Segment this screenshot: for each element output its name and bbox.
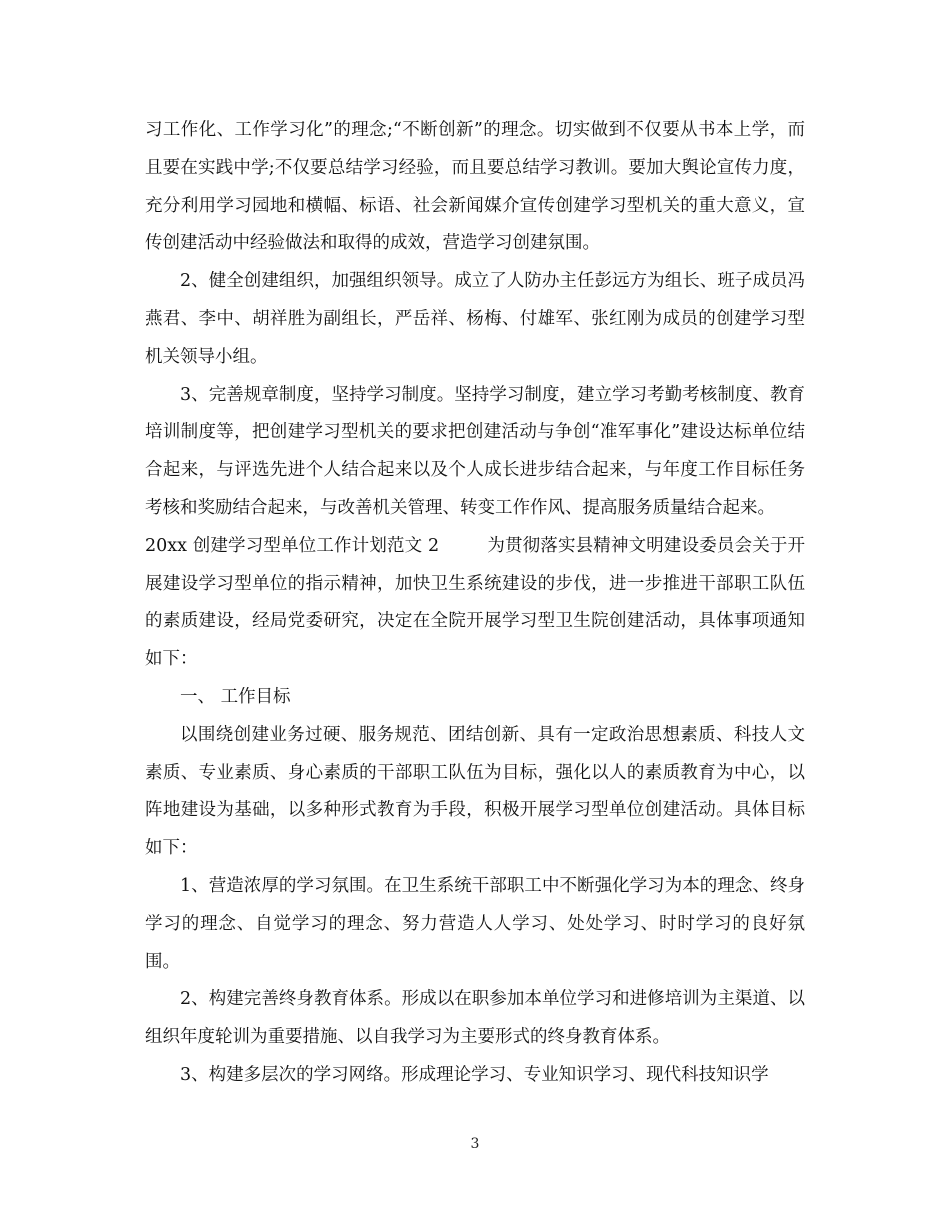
paragraph-continuation: 习工作化、工作学习化”的理念;“不断创新”的理念。切实做到不仅要从书本上学，而且要在实践中学;不仅要总结学习经验，而且要总结学习教训。要加大舆论宣传力度，充分利用学习园地和横幅、标语、社会新闻媒介宣传创建学习型机关的重大意义，宣传创建活动中经验做法和取得的成效，营造学习创建氛围。 [145,120,805,254]
paragraph-goal-1: 1、营造浓厚的学习氛围。在卫生系统干部职工中不断强化学习为本的理念、终身学习的理念、自觉学习的理念、努力营造人人学习、处处学习、时时学习的良好氛围。 [145,875,805,972]
paragraph-goals-intro: 以围绕创建业务过硬、服务规范、团结创新、具有一定政治思想素质、科技人文素质、专业素质、身心素质的干部职工队伍为目标，强化以人的素质教育为中心，以阵地建设为基础，以多种形式教育为手段，积极开展学习型单位创建活动。具体目标如下： [145,724,805,859]
document-body [145,112,805,1095]
paragraph-item-3: 3、完善规章制度，坚持学习制度。坚持学习制度，建立学习考勤考核制度、教育培训制度等，把创建学习型机关的要求把创建活动与争创“准军事化”建设达标单位结合起来，与评选先进个人结合起来以及个人成长进步结合起来，与年度工作目标任务考核和奖励结合起来，与改善机关管理、转变工作作风、提高服务质量结合起来。 [145,384,805,518]
heading-work-goals: 一、 工作目标 [180,686,291,707]
section-title-paragraph [145,528,805,679]
page-number: 3 [470,1136,480,1152]
paragraph-goal-3: 3、构建多层次的学习网络。形成理论学习、专业知识学习、现代科技知识学 [180,1064,769,1085]
paragraph-goal-2: 2、构建完善终身教育体系。形成以在职参加本单位学习和进修培训为主渠道、以组织年度轮训为重要措施、以自我学习为主要形式的终身教育体系。 [145,989,805,1048]
paragraph-item-2: 2、健全创建组织，加强组织领导。成立了人防办主任彭远方为组长、班子成员冯燕君、李中、胡祥胜为副组长，严岳祥、杨梅、付雄军、张红刚为成员的创建学习型机关领导小组。 [145,271,805,367]
section-intro-text: 为贯彻落实县精神文明建设委员会关于开展建设学习型单位的指示精神，加快卫生系统建设的步伐，进一步推进干部职工队伍的素质建设，经局党委研究，决定在全院开展学习型卫生院创建活动，具体事项通知如下： [145,535,806,670]
section-title: 20xx 创建学习型单位工作计划范文 2 [145,535,440,556]
